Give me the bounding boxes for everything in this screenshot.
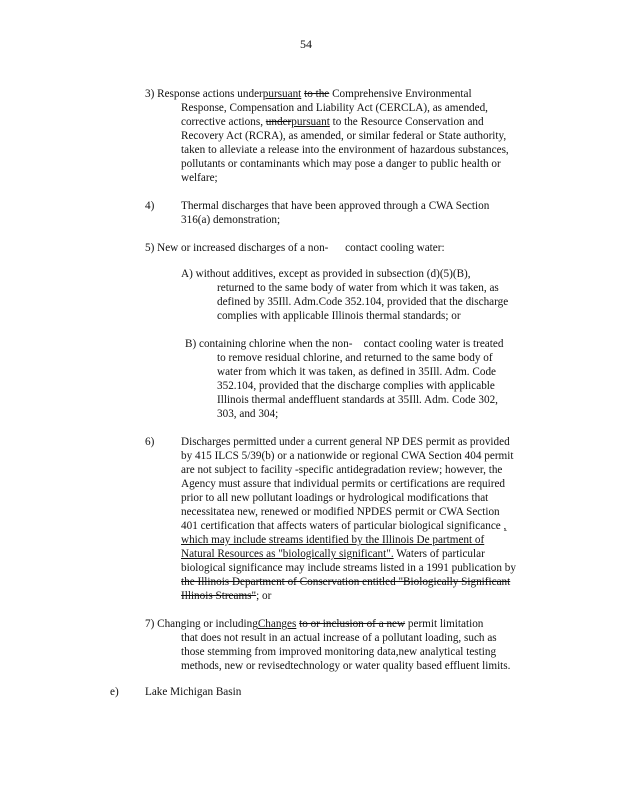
item-7-line1-rest: permit limitation [407,618,484,630]
item-5b-line4: 352.104, provided that the discharge complies with applicable [217,380,495,392]
item-7-line2: that does not result in an actual increase of a pollutant loading, such as [181,632,497,644]
item-5-line1: New or increased discharges of a non- contact cooling water: [157,242,445,254]
item-6-label: 6) [145,436,155,448]
item-7-label: 7) [145,618,155,630]
item-6-line6: necessitatea new, renewed or modified NPDES permit or CWA Section [181,506,500,518]
item-3-line3-text: corrective actions, [181,116,263,128]
item-3-line1-insertion: pursuant [262,88,302,100]
item-3-line5: taken to alleviate a release into the environment of hazardous substances, [181,144,509,156]
item-3-line1-text: Response actions under [157,88,263,100]
item-7-line3: those stemming from improved monitoring data,new analytical testing [181,646,497,658]
item-6-line9-insertion: Natural Resources as "biologically significant". [181,548,394,560]
item-6-line7-text: 401 certification that affects waters of particular biological significance [181,520,501,532]
section-e-title: Lake Michigan Basin [145,686,242,698]
item-3-line4: Recovery Act (RCRA), as amended, or similar federal or State authority, [181,130,507,142]
item-3-line7: welfare; [181,172,218,184]
item-6-line3: are not subject to facility -specific antidegradation review; however, the [181,464,503,476]
item-3-label: 3) [145,88,155,100]
item-5a-line3: defined by 35Ill. Adm.Code 352.104, provided that the discharge [217,296,509,308]
item-6-line10: biological significance may include streams listed in a 1991 publication by [181,562,516,574]
item-5b-line3: water from which it was taken, as defined in 35Ill. Adm. Code [217,366,496,378]
item-6-line5: prior to all new pollutant loadings or hydrological modifications that [181,492,489,504]
item-5a-line4: complies with applicable Illinois thermal standards; or [217,310,461,322]
item-4-line1: Thermal discharges that have been approved through a CWA Section [181,200,490,212]
item-6-line2: by 415 ILCS 5/39(b) or a nationwide or regional CWA Section 404 permit [181,450,514,462]
item-3-line3-deletion: under [265,116,292,128]
item-4-label: 4) [145,200,155,212]
item-6-line12-deletion: Illinois Streams" [181,590,257,602]
item-3-line1-rest: Comprehensive Environmental [332,88,472,100]
item-4-line2: 316(a) demonstration; [181,214,281,226]
item-7-line1-insertion: Changes [257,618,297,630]
item-5b-line5: Illinois thermal andeffluent standards at 35Ill. Adm. Code 302, [217,394,498,406]
item-5-label: 5) [145,242,155,254]
item-6-line9-rest: Waters of particular [396,548,485,560]
item-7-line1-deletion: to or inclusion of a new [299,618,406,630]
item-5a-line1: without additives, except as provided in subsection (d)(5)(B), [195,268,471,280]
item-5a-label: A) [181,268,193,280]
item-6-line11-deletion: the Illinois Department of Conservation entitled "Biologically Significant [181,576,511,588]
item-3-line1-deletion: to the [304,88,330,100]
item-5b-label: B) [185,338,197,350]
item-5a-line2: returned to the same body of water from which it was taken, as [217,282,499,294]
item-3-line2: Response, Compensation and Liability Act (CERCLA), as amended, [181,102,488,114]
section-e-label: e) [110,686,119,698]
page-number: 54 [300,37,312,51]
item-5b-line2: to remove residual chlorine, and returned to the same body of [217,352,493,364]
item-5b-line1: containing chlorine when the non- contact cooling water is treated [198,338,504,350]
item-6-line12-rest: ; or [256,590,272,602]
item-6-line4: Agency must assure that individual permits or certifications are required [181,478,506,490]
item-5b-line6: 303, and 304; [217,408,279,420]
item-6-line7-insertion: , [503,520,507,532]
item-6-line1: Discharges permitted under a current general NP DES permit as provided [181,436,510,448]
item-3-line3-rest: to the Resource Conservation and [332,116,484,128]
item-7-line4: methods, new or revisedtechnology or water quality based effluent limits. [181,660,511,672]
item-3-line3-insertion: pursuant [291,116,330,128]
item-6-line8-insertion: which may include streams identified by the Illinois De partment of [181,534,485,546]
item-3-line6: pollutants or contaminants which may pose a danger to public health or [181,158,501,170]
item-7-line1-text: Changing or including [157,618,258,630]
